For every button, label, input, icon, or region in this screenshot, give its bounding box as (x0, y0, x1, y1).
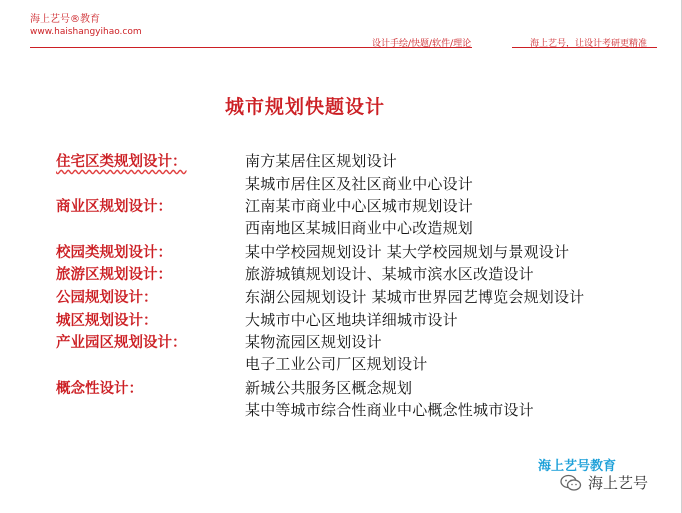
category-label: 旅游区规划设计： (56, 267, 172, 283)
page-title: 城市规划快题设计 (225, 96, 386, 118)
category-label: 概念性设计： (56, 381, 143, 397)
brand-url: www.haishangyihao.com (30, 27, 142, 37)
category-label: 城区规划设计： (56, 313, 158, 329)
project-item: 大城市中心区地块详细城市设计 (245, 311, 458, 329)
category-label: 公园规划设计： (56, 290, 158, 306)
header-slogan: 海上艺号，让设计考研更精准 (530, 39, 648, 49)
project-item: 某物流园区规划设计 (245, 333, 382, 351)
project-item: 某中等城市综合性商业中心概念性城市设计 (245, 401, 534, 419)
header-nav-text: 设计手绘/快题/软件/理论 (372, 39, 472, 49)
brand-name: 海上艺号®教育 (30, 14, 100, 25)
category-label: 校园类规划设计： (56, 245, 172, 261)
project-item: 江南某市商业中心区城市规划设计 (245, 197, 474, 215)
project-item: 东湖公园规划设计 某城市世界园艺博览会规划设计 (245, 288, 585, 306)
category-label: 产业园区规划设计： (56, 335, 187, 351)
project-item: 某城市居住区及社区商业中心设计 (245, 175, 474, 193)
footer-brand: 海上艺号教育 (538, 459, 617, 474)
project-item: 南方某居住区规划设计 (245, 152, 398, 170)
project-item: 某中学校园规划设计 某大学校园规划与景观设计 (245, 243, 570, 261)
brand-logo (30, 14, 142, 38)
wechat-icon (560, 474, 582, 492)
project-item: 新城公共服务区概念规划 (245, 379, 413, 397)
category-label: 住宅区类规划设计： (56, 154, 187, 170)
wechat-name: 海上艺号 (588, 474, 649, 492)
project-item: 西南地区某城旧商业中心改造规划 (245, 219, 474, 237)
category-label: 商业区规划设计： (56, 199, 172, 215)
header-divider-right (512, 47, 657, 48)
project-item: 旅游城镇规划设计、某城市滨水区改造设计 (245, 265, 534, 283)
wechat-account (560, 472, 648, 493)
header-divider-left (30, 47, 472, 48)
project-item: 电子工业公司厂区规划设计 (245, 355, 428, 373)
